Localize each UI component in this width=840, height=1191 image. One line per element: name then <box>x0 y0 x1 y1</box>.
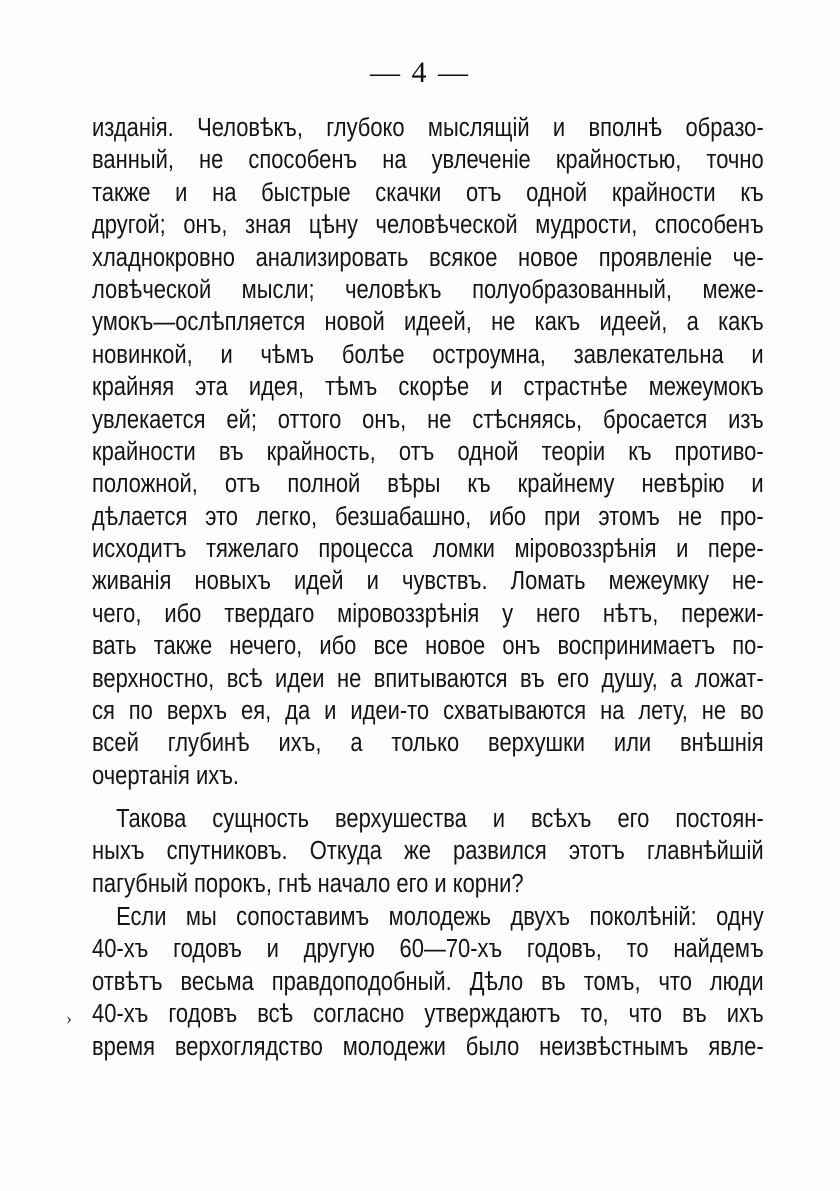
paragraph-1 <box>92 112 764 792</box>
text-line: верхностно, всѣ идеи не впитываются въ его душу, а ложат- <box>92 664 764 693</box>
text-line: живанія новыхъ идей и чувствъ. Ломать межеумку не- <box>92 567 764 596</box>
text-line: крайности въ крайность, отъ одной теоріи къ противо- <box>92 437 764 466</box>
text-line: пагубный порокъ, гнѣ начало его и корни? <box>92 869 524 898</box>
margin-mark: › <box>66 1008 72 1028</box>
text-line: крайняя эта идея, тѣмъ скорѣе и страстнѣе межеумокъ <box>92 373 764 402</box>
text-line: исходитъ тяжелаго процесса ломки міровоззрѣнія и пере- <box>92 535 764 564</box>
text-line: чего, ибо твердаго міровоззрѣнія у него нѣтъ, пережи- <box>92 599 764 628</box>
text-line: Если мы сопоставимъ молодежь двухъ поколѣній: одну <box>116 903 764 931</box>
text-line: ныхъ спутниковъ. Откуда же развился этотъ главнѣйшій <box>92 837 764 866</box>
text-line: изданія. Человѣкъ, глубоко мыслящій и вполнѣ образо- <box>92 114 764 142</box>
text-line: Такова сущность верхушества и всѣхъ его постоян- <box>116 805 764 833</box>
text-line: дѣлается это легко, безшабашно, ибо при этомъ не про- <box>92 502 764 531</box>
paragraph-2 <box>92 803 764 900</box>
page-number: — 4 — <box>370 56 470 89</box>
text-line: увлекается ей; оттого онъ, не стѣсняясь, бросается изъ <box>92 405 764 434</box>
text-line: время верхоглядство молодежи было неизвѣстнымъ явле- <box>92 1032 764 1061</box>
text-line: 40-хъ годовъ всѣ согласно утверждаютъ то, что въ ихъ <box>92 1000 764 1029</box>
text-line: отвѣтъ весьма правдоподобный. Дѣло въ томъ, что люди <box>92 967 764 996</box>
text-line: ванный, не способенъ на увлеченіе крайностью, точно <box>92 146 764 175</box>
text-line: также и на быстрые скачки отъ одной крайности къ <box>92 178 764 207</box>
text-line: новинкой, и чѣмъ болѣе остроумна, завлекательна и <box>92 340 764 369</box>
text-line: всей глубинѣ ихъ, а только верхушки или внѣшнія <box>92 729 764 758</box>
paragraph-3 <box>92 901 764 1063</box>
text-line: умокъ—ослѣпляется новой идеей, не какъ идеей, а какъ <box>92 308 764 337</box>
text-line: вать также нечего, ибо все новое онъ воспринимаетъ по- <box>92 632 764 661</box>
text-line: ся по верхъ ея, да и идеи-то схватываются на лету, не во <box>92 697 764 726</box>
text-line: положной, отъ полной вѣры къ крайнему невѣрію и <box>92 470 764 499</box>
text-line: ловѣческой мысли; человѣкъ полуобразованный, меже- <box>92 275 764 304</box>
text-line: хладнокровно анализировать всякое новое проявленіе че- <box>92 243 764 272</box>
text-line: 40-хъ годовъ и другую 60—70-хъ годовъ, то найдемъ <box>92 935 764 964</box>
text-line: очертанія ихъ. <box>92 761 240 790</box>
text-line: другой; онъ, зная цѣну человѣческой мудрости, способенъ <box>92 211 764 240</box>
